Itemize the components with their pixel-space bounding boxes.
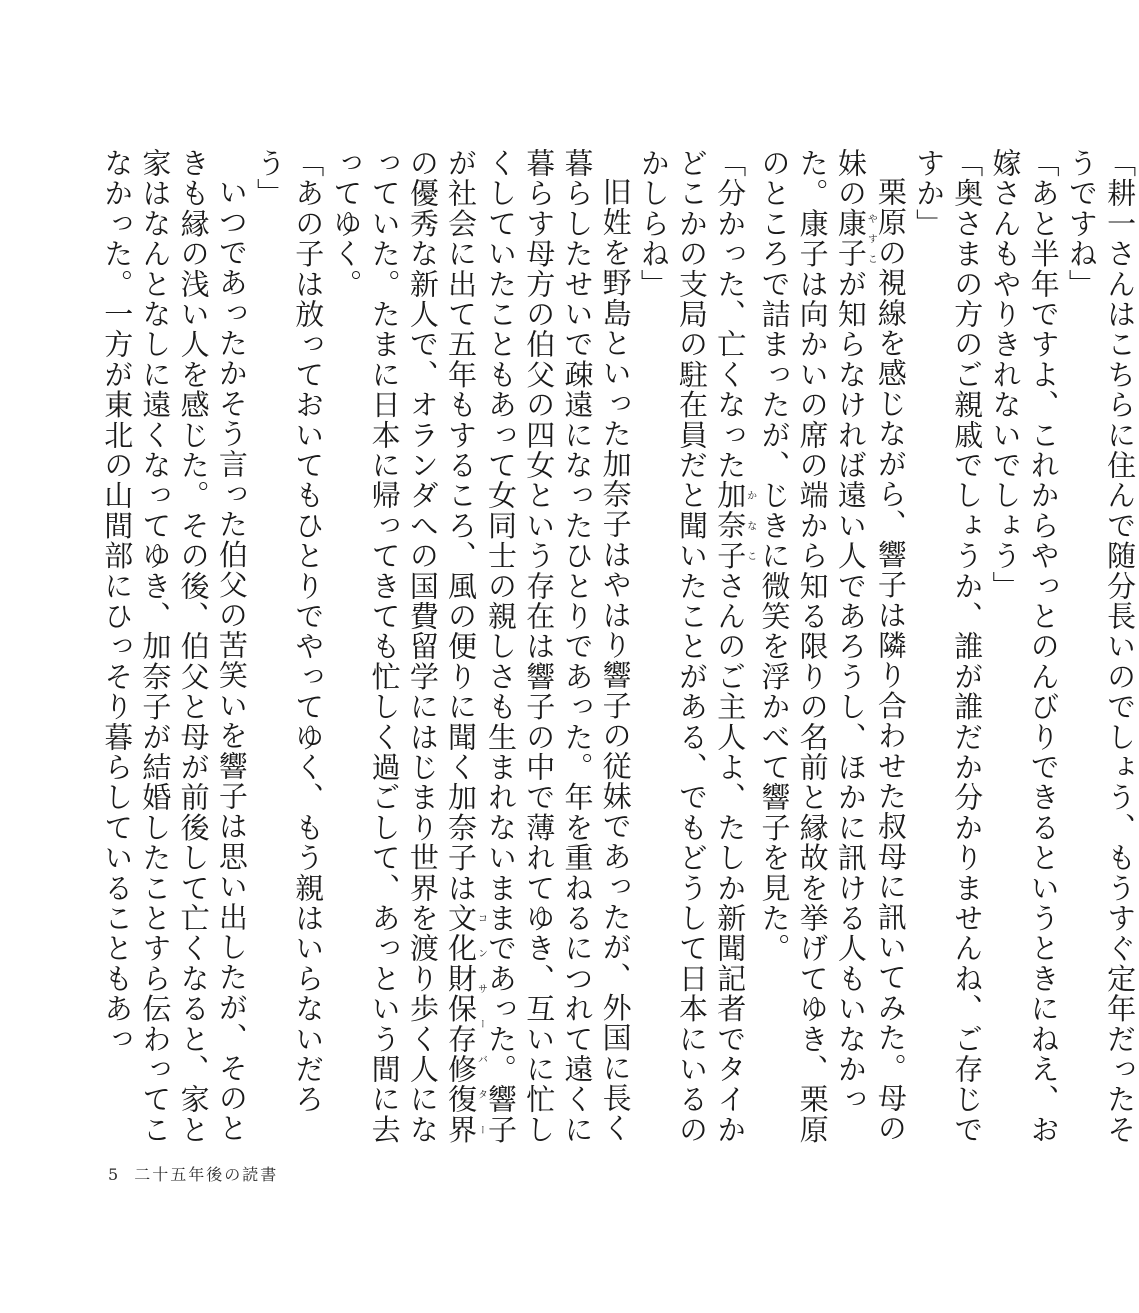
paragraph	[98, 148, 251, 1160]
ruby-base: 文化財保存修復界	[444, 903, 479, 1145]
ruby-reading: コンサーバター	[475, 903, 487, 1145]
ruby-reading: やすこ	[865, 208, 877, 269]
ruby-annotated-word	[713, 480, 756, 571]
paragraph	[755, 148, 910, 1160]
body-text	[98, 148, 1139, 1160]
paragraph	[1063, 148, 1139, 1160]
running-title: 二十五年後の読書	[134, 1165, 279, 1184]
ruby-base: 加奈子	[713, 480, 748, 571]
page-footer	[108, 1162, 278, 1185]
text-run: 旧姓を野島といった加奈子はやはり響子の従妹であったが、外国に長く暮らしたせいで疎遠になったひとりであった。年を重ねるにつれて遠くに暮らす母方の伯父の四女という存在は響子の中で薄れてゆき、互いに忙しくしていたこともあって女同士の親しさも生まれないままであった。響子が社会に出て五年もするころ、風の便りに聞く加奈子は	[444, 148, 633, 1145]
paragraph	[635, 148, 756, 1160]
paragraph	[327, 148, 634, 1160]
paragraph	[910, 148, 986, 1160]
page-number: 5	[108, 1165, 121, 1184]
text-run: 栗原の視線を感じながら、響子は隣り合わせた叔母に訊いてみた。母の妹の	[833, 148, 908, 1144]
text-run: 「あと半年ですよ、これからやっとのんびりできるというときにねえ、お嫁さんもやりきれないでしょう」	[988, 148, 1061, 1145]
text-run: 「耕一さんはこちらに住んで随分長いのでしょう、もうすぐ定年だったそうですね」	[1064, 148, 1138, 1145]
text-run: の優秀な新人で、オランダへの国費留学にはじまり世界を渡り歩く人になっていた。たまに日本に帰ってきても忙しく過ごして、あっという間に去ってゆく。	[329, 148, 440, 1145]
text-run: 「あの子は放っておいてもひとりでやってゆく、もう親はいらないだろう」	[253, 148, 326, 1115]
text-run: さんのご主人よ、たしか新聞記者でタイかどこかの支局の駐在員だと聞いたことがある、でもどうして日本にいるのかしらね」	[636, 148, 748, 1145]
ruby-reading: かなこ	[744, 480, 756, 571]
text-run: 「分かった、亡くなった	[713, 148, 748, 481]
vertical-text-block	[98, 148, 1138, 1160]
text-run: いつであったかそう言った伯父の苦笑いを響子は思い出したが、そのときも縁の浅い人を感じた。その後、伯父と母が前後して亡くなると、家と家はなんとなしに遠くなってゆき、加奈子が結婚したことすら伝わってこなかった。一方が東北の山間部にひっそり暮らしていることもあっ	[100, 148, 249, 1145]
text-run: が知らなければ遠い人であろうし、ほかに訊ける人もいなかった。康子は向かいの席の端から知る限りの名前と縁故を挙げてゆき、栗原のところで詰まったが、じきに微笑を浮かべて響子を見た。	[757, 148, 868, 1145]
ruby-annotated-word	[833, 208, 877, 269]
paragraph	[251, 148, 327, 1160]
text-run: 「奥さまの方のご親戚でしょうか、誰が誰だか分かりませんね、ご存じですか」	[912, 148, 985, 1145]
ruby-annotated-word	[444, 903, 487, 1145]
paragraph	[986, 148, 1062, 1160]
ruby-base: 康子	[833, 208, 868, 269]
